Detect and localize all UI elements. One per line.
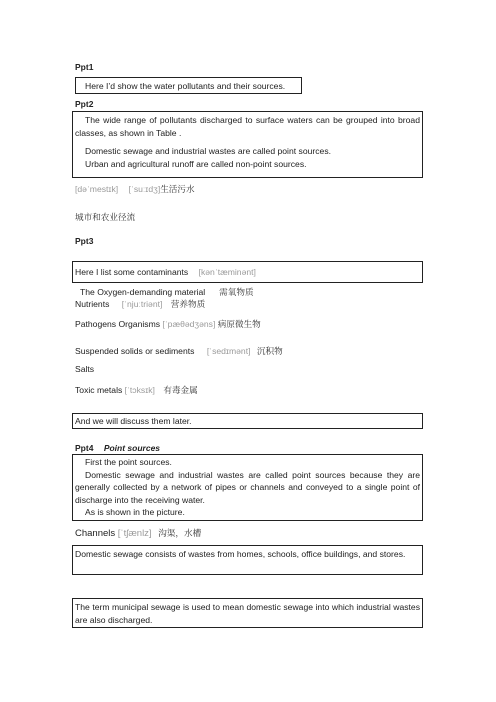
ppt2-heading: Ppt2 [75, 99, 94, 109]
contaminant-chinese: 需氧物质 [219, 288, 254, 298]
contaminant-item [80, 286, 254, 298]
contaminant-name: Pathogens Organisms [75, 319, 161, 329]
ppt4-title: Point sources [103, 443, 161, 453]
chinese-channels: 沟渠，水槽 [158, 529, 202, 539]
contaminant-item [75, 364, 94, 374]
ppt4-municipal-sewage-text: The term municipal sewage is used to mean domestic sewage into which industrial wastes are also discharged. [75, 602, 420, 625]
ppt2-vocab-domestic [75, 183, 195, 195]
ppt1-text-box [75, 77, 302, 94]
contaminant-chinese: 有毒金属 [163, 386, 198, 396]
contaminant-name: The Oxygen-demanding material [80, 287, 206, 297]
contaminant-chinese: 沉积物 [256, 347, 283, 357]
contaminant-item [75, 298, 205, 310]
ppt4-header [75, 443, 160, 453]
contaminant-phonetic: [ˈsedɪmənt] [206, 346, 251, 356]
ppt4-line-picture: As is shown in the picture. [85, 507, 185, 517]
ppt4-point-sources-box [72, 454, 423, 521]
ppt3-discuss-box [72, 413, 423, 429]
ppt3-box-text: Here I list some contaminants [75, 267, 189, 277]
ppt1-heading: Ppt1 [75, 62, 94, 72]
contaminant-item [75, 384, 198, 396]
contaminant-phonetic: [ˈtɔksɪk] [124, 385, 155, 395]
contaminant-name: Salts [75, 364, 95, 374]
ppt4-vocab-channels [75, 527, 201, 539]
contaminant-item [75, 345, 283, 357]
ppt3-contaminants-box [72, 261, 423, 283]
contaminant-chinese: 营养物质 [170, 300, 206, 310]
ppt2-vocab-runoff: 城市和农业径流 [75, 213, 136, 223]
contaminant-name: Nutrients [75, 299, 110, 309]
phonetic-channels: [ˈtʃænlz] [117, 528, 152, 539]
ppt4-paragraph: Domestic sewage and industrial wastes are called point sources because they are generally collected by a network of pipes or channels and conveyed to a single point of discharge into the receiving water. [75, 469, 420, 505]
contaminant-phonetic: [ˈpæθədʒəns] [162, 319, 216, 329]
channels-word: Channels [75, 528, 116, 539]
contaminant-phonetic: [ˈnjuːtriənt] [121, 299, 163, 309]
ppt2-text-box [72, 111, 423, 178]
contaminant-name: Suspended solids or sediments [75, 346, 195, 356]
contaminant-name: Toxic metals [75, 385, 123, 395]
ppt1-box-text: Here I’d show the water pollutants and their sources. [85, 81, 286, 91]
phonetic-sewage: [ˈsuːɪdʒ] [128, 184, 161, 194]
ppt4-heading: Ppt4 [75, 443, 94, 453]
ppt2-line-non-point-sources: Urban and agricultural runoff are called non-point sources. [85, 158, 307, 169]
contaminant-item [75, 318, 261, 330]
ppt4-domestic-sewage-box [72, 545, 423, 575]
ppt3-discuss-text: And we will discuss them later. [75, 416, 192, 426]
ppt4-domestic-sewage-text: Domestic sewage consists of wastes from homes, schools, office buildings, and stores. [75, 549, 406, 559]
ppt2-paragraph: The wide range of pollutants discharged to surface waters can be grouped into broad classes, as shown in Table . [75, 115, 420, 138]
ppt4-municipal-sewage-box [72, 598, 423, 628]
phonetic-contaminant: [kənˈtæminənt] [198, 267, 256, 277]
ppt2-line-point-sources: Domestic sewage and industrial wastes are called point sources. [85, 146, 332, 156]
ppt4-line-first: First the point sources. [85, 457, 172, 467]
chinese-domestic-sewage: 生活污水 [160, 185, 195, 195]
contaminant-chinese: 病原微生物 [217, 320, 261, 330]
ppt3-heading: Ppt3 [75, 236, 94, 246]
phonetic-domestic: [dəˈmestɪk] [75, 184, 119, 194]
